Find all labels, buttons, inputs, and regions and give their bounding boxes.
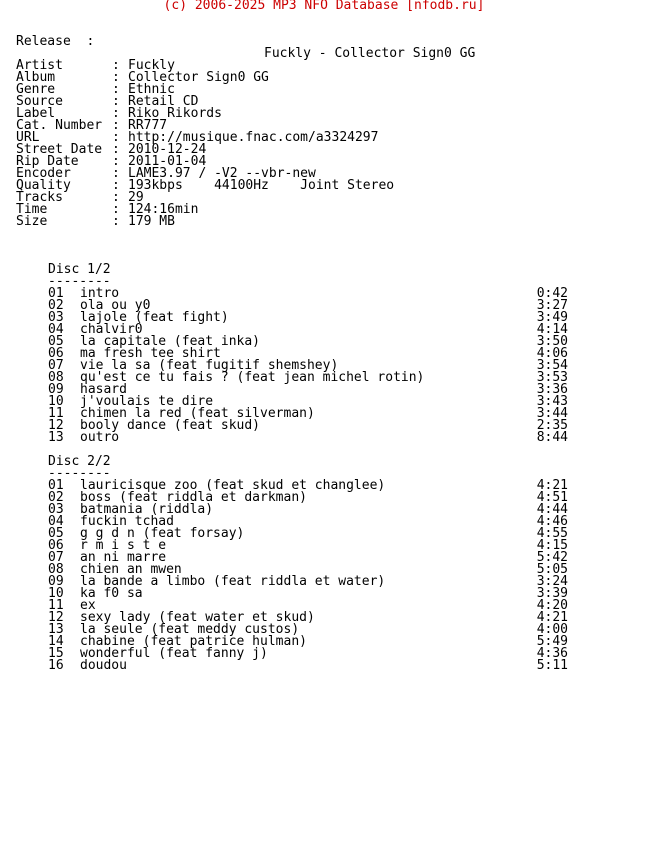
track-title: intro [80, 286, 120, 301]
track-number: 13 [48, 622, 64, 637]
track-time: 3:54 [536, 358, 568, 373]
track-title: j'voulais te dire [80, 394, 214, 409]
info-value: 193kbps 44100Hz Joint Stereo [128, 178, 395, 193]
info-value: Riko Rikords [128, 106, 222, 121]
track-time: 5:49 [536, 634, 568, 649]
track-time: 4:14 [536, 322, 568, 337]
info-key: Source [16, 94, 63, 109]
track-number: 12 [48, 418, 64, 433]
track-number: 03 [48, 502, 64, 517]
track-title: wonderful (feat fanny j) [80, 646, 268, 661]
track-title: la seule (feat meddy custos) [80, 622, 300, 637]
track-number: 13 [48, 430, 64, 445]
track-title: ola ou y0 [80, 298, 151, 313]
track-number: 03 [48, 310, 64, 325]
track-number: 16 [48, 658, 64, 673]
info-separator: : [112, 118, 120, 133]
info-value: RR777 [128, 118, 168, 133]
copyright-banner: (c) 2006-2025 MP3 NFO Database [nfodb.ru] [163, 0, 485, 13]
track-title: booly dance (feat skud) [80, 418, 261, 433]
track-number: 04 [48, 322, 64, 337]
track-time: 3:53 [536, 370, 568, 385]
track-title: batmania (riddla) [80, 502, 214, 517]
track-number: 05 [48, 334, 64, 349]
track-time: 4:36 [536, 646, 568, 661]
release-value: Fuckly - Collector Sign0 GG [264, 46, 476, 61]
info-value: 124:16min [128, 202, 199, 217]
track-number: 07 [48, 550, 64, 565]
track-number: 14 [48, 634, 64, 649]
info-separator: : [112, 214, 120, 229]
info-value: Collector Sign0 GG [128, 70, 269, 85]
info-value: Ethnic [128, 82, 175, 97]
track-title: outro [80, 430, 120, 445]
track-number: 04 [48, 514, 64, 529]
info-value: http://musique.fnac.com/a3324297 [128, 130, 379, 145]
track-number: 01 [48, 286, 64, 301]
track-number: 10 [48, 586, 64, 601]
track-time: 3:44 [536, 406, 568, 421]
track-number: 11 [48, 598, 64, 613]
info-separator: : [112, 70, 120, 85]
track-title: g g d n (feat forsay) [80, 526, 245, 541]
info-separator: : [112, 142, 120, 157]
info-key: URL [16, 130, 40, 145]
info-key: Album [16, 70, 56, 85]
track-title: lauricisque zoo (feat skud et changlee) [80, 478, 386, 493]
track-title: qu'est ce tu fais ? (feat jean michel rotin) [80, 370, 425, 385]
track-number: 12 [48, 610, 64, 625]
info-separator: : [112, 58, 120, 73]
info-value: LAME3.97 / -V2 --vbr-new [128, 166, 316, 181]
info-key: Street Date [16, 142, 103, 157]
info-key: Rip Date [16, 154, 79, 169]
track-time: 3:50 [536, 334, 568, 349]
disc-underline-text: -------- [48, 274, 111, 289]
info-value: Retail CD [128, 94, 199, 109]
track-title: ka f0 sa [80, 586, 143, 601]
track-number: 05 [48, 526, 64, 541]
track-number: 02 [48, 298, 64, 313]
info-key: Cat. Number [16, 118, 103, 133]
track-time: 3:27 [536, 298, 568, 313]
track-title: sexy lady (feat water et skud) [80, 610, 315, 625]
info-value: 2010-12-24 [128, 142, 207, 157]
info-separator: : [112, 178, 120, 193]
track-number: 07 [48, 358, 64, 373]
info-value: 179 MB [128, 214, 175, 229]
track-title: chimen la red (feat silverman) [80, 406, 315, 421]
track-time: 4:06 [536, 346, 568, 361]
track-title: hasard [80, 382, 127, 397]
disc-title-text: Disc 2/2 [48, 454, 111, 469]
track-number: 02 [48, 490, 64, 505]
track-time: 3:36 [536, 382, 568, 397]
track-title: chabine (feat patrice hulman) [80, 634, 307, 649]
track-time: 3:49 [536, 310, 568, 325]
info-key: Size [16, 214, 48, 229]
disc-title-text: Disc 1/2 [48, 262, 111, 277]
info-key: Genre [16, 82, 56, 97]
track-number: 08 [48, 370, 64, 385]
info-separator: : [112, 106, 120, 121]
info-separator: : [112, 190, 120, 205]
info-key: Artist [16, 58, 63, 73]
info-key: Tracks [16, 190, 63, 205]
track-number: 06 [48, 538, 64, 553]
track-time: 4:15 [536, 538, 568, 553]
track-title: r m i s t e [80, 538, 167, 553]
track-number: 09 [48, 382, 64, 397]
info-separator: : [112, 202, 120, 217]
track-title: ma fresh tee shirt [80, 346, 221, 361]
track-title: la bande a limbo (feat riddla et water) [80, 574, 386, 589]
track-title: fuckin tchad [80, 514, 174, 529]
track-time: 4:21 [536, 478, 568, 493]
track-time: 4:51 [536, 490, 568, 505]
disc-underline-text: -------- [48, 466, 111, 481]
track-time: 4:55 [536, 526, 568, 541]
track-time: 4:46 [536, 514, 568, 529]
track-number: 08 [48, 562, 64, 577]
info-key: Time [16, 202, 48, 217]
track-time: 4:20 [536, 598, 568, 613]
info-key: Label [16, 106, 56, 121]
track-time: 4:21 [536, 610, 568, 625]
track-number: 01 [48, 478, 64, 493]
info-value: 2011-01-04 [128, 154, 207, 169]
release-label: Release : [16, 34, 95, 49]
info-separator: : [112, 130, 120, 145]
track-title: ex [80, 598, 96, 613]
track-number: 11 [48, 406, 64, 421]
info-separator: : [112, 94, 120, 109]
info-separator: : [112, 82, 120, 97]
track-number: 10 [48, 394, 64, 409]
info-separator: : [112, 154, 120, 169]
info-value: Fuckly [128, 58, 175, 73]
track-title: an ni marre [80, 550, 167, 565]
track-number: 15 [48, 646, 64, 661]
track-time: 0:42 [536, 286, 568, 301]
info-key: Encoder [16, 166, 71, 181]
track-time: 4:44 [536, 502, 568, 517]
track-title: boss (feat riddla et darkman) [80, 490, 307, 505]
track-time: 5:42 [536, 550, 568, 565]
info-value: 29 [128, 190, 144, 205]
track-number: 06 [48, 346, 64, 361]
track-title: doudou [80, 658, 127, 673]
track-time: 5:11 [536, 658, 568, 673]
track-time: 5:05 [536, 562, 568, 577]
track-title: vie la sa (feat fugitif shemshey) [80, 358, 339, 373]
track-time: 3:39 [536, 586, 568, 601]
track-title: chalvir0 [80, 322, 143, 337]
track-time: 2:35 [536, 418, 568, 433]
track-time: 3:24 [536, 574, 568, 589]
info-key: Quality [16, 178, 71, 193]
track-title: chien an mwen [80, 562, 182, 577]
info-separator: : [112, 166, 120, 181]
track-number: 09 [48, 574, 64, 589]
release-line [0, 24, 476, 61]
track-title: la capitale (feat inka) [80, 334, 261, 349]
track-time: 3:43 [536, 394, 568, 409]
track-title: lajole (feat fight) [80, 310, 229, 325]
track-time: 4:00 [536, 622, 568, 637]
track-time: 8:44 [536, 430, 568, 445]
